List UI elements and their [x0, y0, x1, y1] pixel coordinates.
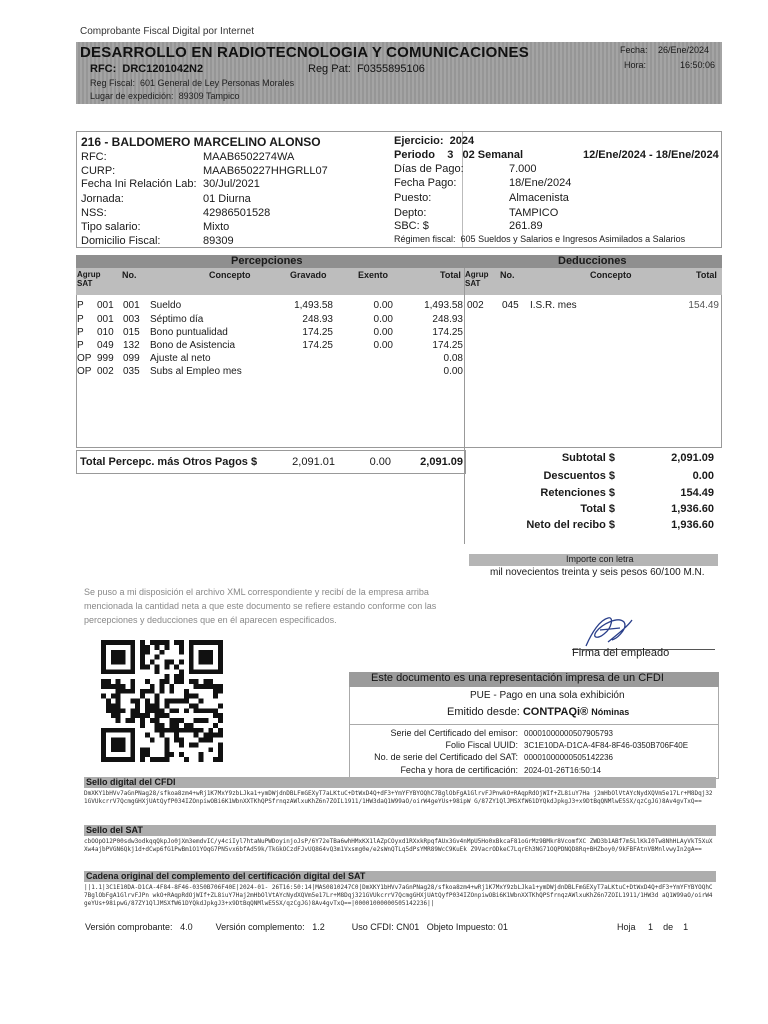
emitido-product: Nóminas [591, 707, 630, 717]
de-label: de [663, 922, 674, 932]
uso-label: Uso CFDI: [351, 922, 394, 932]
perc-row-4-exento: 0.00 [373, 340, 393, 351]
cadena-label: Cadena original del complemento del certificación digital del SAT [84, 871, 716, 882]
retenciones-value: 154.49 [680, 487, 714, 499]
lugar-expedicion [90, 91, 239, 101]
perc-row-1-tipo: P [77, 300, 84, 311]
subtotal-label: Subtotal $ [561, 452, 615, 464]
fecha-label: Fecha: [620, 45, 648, 55]
company-rfc-value: DRC1201042N2 [122, 63, 204, 75]
ded-col-agrup: Agrup SAT [465, 270, 489, 288]
employee-name: 216 - BALDOMERO MARCELINO ALONSO [81, 135, 321, 149]
depto-label: Depto: [394, 207, 427, 219]
lugar-label: Lugar de expedición: [90, 91, 174, 101]
employee-rfc-value: MAAB6502274WA [203, 151, 295, 163]
perc-row-6-tipo: OP [77, 366, 92, 377]
perc-col-agrup: Agrup SAT [77, 270, 101, 288]
perc-col-exento: Exento [358, 270, 389, 280]
version-label: Versión comprobante: [85, 922, 173, 932]
total-exento: 0.00 [369, 456, 391, 468]
ded-row-1-total: 154.49 [688, 300, 719, 311]
qr-code [101, 640, 223, 762]
complemento-label: Versión complemento: [215, 922, 305, 932]
ded-row-1-no: 045 [502, 300, 519, 311]
nss-label: NSS: [81, 207, 107, 219]
serie-sat-value: 00001000000505142236 [524, 753, 613, 762]
domicilio-label: Domicilio Fiscal: [81, 235, 161, 247]
perc-row-5-total: 0.08 [443, 353, 463, 364]
summary-divider [464, 448, 465, 544]
fecha-pago-label: Fecha Pago: [394, 177, 457, 189]
perc-row-2-sat: 001 [97, 314, 114, 325]
regfiscal-label: Reg Fiscal: [90, 78, 136, 88]
objeto-label: Objeto Impuesto: [426, 922, 496, 932]
emitido-desde [447, 706, 629, 718]
ded-col-total: Total [696, 270, 717, 280]
hoja-label: Hoja [617, 922, 636, 932]
puesto-label: Puesto: [394, 192, 432, 204]
document-type-label: Comprobante Fiscal Digital por Internet [80, 26, 254, 37]
employee-curp-label: CURP: [81, 165, 116, 177]
periodo-label: Periodo [394, 149, 435, 161]
perc-col-gravado: Gravado [290, 270, 327, 280]
sbc-label: SBC: $ [394, 220, 429, 232]
folio-value: 3C1E10DA-D1CA-4F84-8F46-0350B706F40E [524, 741, 689, 750]
perc-row-6-total: 0.00 [443, 366, 463, 377]
tipo-salario-value: Mixto [203, 221, 230, 233]
company-regpat [308, 63, 425, 75]
ejercicio-label: Ejercicio: [394, 135, 444, 147]
perc-row-5-no: 099 [123, 353, 140, 364]
periodo-value: 02 Semanal [462, 149, 524, 161]
perc-col-total: Total [440, 270, 461, 280]
fecha-ini-value: 30/Jul/2021 [203, 178, 260, 190]
importe-value: mil novecientos treinta y seis pesos 60/100 M.N. [490, 567, 705, 578]
perc-row-5-tipo: OP [77, 353, 92, 364]
emitido-label: Emitido desde: [447, 706, 520, 718]
descuentos-label: Descuentos $ [543, 470, 615, 482]
neto-label: Neto del recibo $ [526, 519, 615, 531]
total-gravado: 2,091.01 [292, 456, 335, 468]
folio-label: Folio Fiscal UUID: [445, 740, 518, 750]
perc-row-3-tipo: P [77, 327, 84, 338]
column-headers-bar [76, 268, 722, 295]
company-header [76, 42, 722, 104]
retenciones-label: Retenciones $ [540, 487, 615, 499]
perc-row-4-tipo: P [77, 340, 84, 351]
ejercicio [394, 135, 474, 147]
perc-row-2-tipo: P [77, 314, 84, 325]
employee-curp-value: MAAB650227HHGRLL07 [203, 165, 328, 177]
regimen [394, 234, 685, 244]
total-percepciones: 2,091.09 [420, 456, 463, 468]
perc-row-1-exento: 0.00 [373, 300, 393, 311]
total-percepc-label: Total Percepc. más Otros Pagos $ [80, 456, 258, 468]
xml-disclaimer: Se puso a mi disposición el archivo XML correspondiente y recibí de la empresa arriba mencionada la cantidad neta a que este documento se refiere estando conforme con las percepciones y deducciones que en él aparecen especificados. [84, 587, 437, 625]
ded-col-no: No. [500, 270, 515, 280]
perc-row-3-concepto: Bono puntualidad [150, 327, 228, 338]
perc-row-1-gravado: 1,493.58 [294, 300, 333, 311]
perc-row-6-sat: 002 [97, 366, 114, 377]
percepciones-total-box [76, 450, 466, 474]
perc-row-2-concepto: Séptimo día [150, 314, 204, 325]
employee-rfc-label: RFC: [81, 151, 107, 163]
importe-label: Importe con letra [566, 554, 634, 564]
version-value: 4.0 [180, 922, 193, 932]
jornada-label: Jornada: [81, 193, 124, 205]
perc-ded-divider [464, 268, 465, 448]
perc-row-4-gravado: 174.25 [302, 340, 333, 351]
ded-row-1-concepto: I.S.R. mes [530, 300, 577, 311]
total-label: Total $ [580, 503, 615, 515]
perc-col-concepto: Concepto [209, 270, 251, 280]
perc-row-3-sat: 010 [97, 327, 114, 338]
jornada-value: 01 Diurna [203, 193, 251, 205]
serie-emisor-value: 00001000000507905793 [524, 729, 613, 738]
periodo-num: 3 [447, 149, 454, 161]
complemento-value: 1.2 [312, 922, 325, 932]
perc-row-3-exento: 0.00 [373, 327, 393, 338]
regpat-label: Reg Pat: [308, 63, 351, 75]
company-rfc-label: RFC: [90, 63, 117, 75]
deducciones-title: Deducciones [558, 255, 627, 267]
cfdi-title-band [349, 672, 719, 687]
hoja-value: 1 [648, 922, 654, 932]
perc-row-3-gravado: 174.25 [302, 327, 333, 338]
tipo-salario-label: Tipo salario: [81, 221, 141, 233]
depto-value: TAMPICO [509, 207, 559, 219]
objeto-value: 01 [497, 922, 508, 932]
regimen-value: 605 Sueldos y Salarios e Ingresos Asimilados a Salarios [460, 234, 686, 244]
sello-sat-text: cbOOpO12P00sdw3odkqqQkpJo0jXm3emdvIC/y4ciIyl7htaNuPWDoyinjoJsP/6Y72eTBa6whHMxKX1lAZpCOyxd1RXxkRpqfAUx3Gv4nMpU5Ho0xBkcaF81oGrMz9BMkr8VcomfXC ZWD3b1ABf7m5LlKkI0Tw8NhHLAyVkT5XuXXw4ajbPVGN6Qkj1d+dCwp6fG1PwBm1O1YOqG7PN5vx6bfAd59k/TkGkOCzdFJvUQ864vQ3m1Vxsmg0e/e2sWnQTLq5dPsYMR89WcC9KuEk Z9VacrODkeC7LqrEh3NG71OQPDNQD8Rq+BHZboy0/9kFBFAtnVBMnlvwyIn2gA== [84, 838, 713, 853]
perc-row-4-sat: 049 [97, 340, 114, 351]
perc-row-2-total: 248.93 [432, 314, 463, 325]
subtotal-value: 2,091.09 [671, 452, 714, 464]
fecha-cert-value: 2024-01-26T16:50:14 [524, 766, 601, 775]
employee-info-box [76, 131, 722, 248]
emitido-brand: CONTPAQi® [522, 706, 589, 718]
sello-cfdi-text: DmXKY1bHVv7aGnPNag28/sfkoa8zm4+wRj1K7MxY9zbLJka1+ymDWjdnDBLFmGEXyT7aLKtuC+DtWxD4Q+dF3+YmYFYBYOQhC7BglObFgA1GlrvFJPnwkO+RAqpRdOjWIf+ZL8iuY7Ha j2mHbOlVtAYcNydXQVm5e17Lr+M8Dqj321GVUkcrrV7QcmgGHXjUAtQyfP034IZOnpiwOBi6K1WbnXXTKhQPSfrnqzAWlxuKhZ6n7ZOIL1911/1HW3daQ1W99aO/oirW4geYUs+98ipW G/87ZY1QlJMSXfW61DYQkdJpkgJ3+x9DtBqQNMlwE5SX/qzCgJG)8Av4gvTxQ== [84, 790, 713, 805]
company-rfc [90, 63, 203, 75]
cfdi-info-box [349, 687, 719, 724]
perc-row-1-no: 001 [123, 300, 140, 311]
perc-row-2-exento: 0.00 [373, 314, 393, 325]
domicilio-value: 89309 [203, 235, 234, 247]
descuentos-value: 0.00 [692, 470, 714, 482]
footer [85, 922, 508, 932]
perc-row-3-no: 015 [123, 327, 140, 338]
perc-row-2-gravado: 248.93 [302, 314, 333, 325]
signature-graphic [578, 612, 638, 652]
hora-value: 16:50:06 [680, 60, 716, 70]
hora-label: Hora: [624, 60, 647, 70]
nss-value: 42986501528 [203, 207, 271, 219]
fecha-cert-label: Fecha y hora de certificación: [400, 765, 518, 775]
page-indicator [617, 922, 688, 932]
sello-sat-label: Sello del SAT [84, 825, 716, 836]
firma-label: Firma del empleado [572, 647, 670, 659]
perc-row-3-total: 174.25 [432, 327, 463, 338]
dias-value: 7.000 [509, 163, 537, 175]
cfdi-title: Este documento es una representación impresa de un CFDI [371, 672, 664, 684]
company-name: DESARROLLO EN RADIOTECNOLOGIA Y COMUNICACIONES [80, 44, 529, 61]
fecha-value: 26/Ene/2024 [658, 45, 710, 55]
lugar-value: 89309 Tampico [178, 91, 240, 101]
perc-row-5-concepto: Ajuste al neto [150, 353, 211, 364]
pue-text: PUE - Pago en una sola exhibición [470, 690, 625, 701]
regpat-value: F0355895106 [356, 63, 425, 75]
perc-row-2-no: 003 [123, 314, 140, 325]
perc-row-4-no: 132 [123, 340, 140, 351]
sello-cfdi-label: Sello digital del CFDI [84, 777, 716, 788]
fecha-ini-label: Fecha Ini Relación Lab: [81, 178, 197, 190]
dias-label: Días de Pago: [394, 163, 464, 175]
perc-row-1-total: 1,493.58 [424, 300, 463, 311]
certificate-box [349, 724, 719, 779]
perc-row-6-concepto: Subs al Empleo mes [150, 366, 242, 377]
company-regfiscal [90, 78, 294, 88]
regimen-label: Régimen fiscal: [394, 234, 456, 244]
de-value: 1 [683, 922, 689, 932]
perc-row-1-sat: 001 [97, 300, 114, 311]
uso-value: CN01 [396, 922, 420, 932]
perc-row-4-concepto: Bono de Asistencia [150, 340, 236, 351]
perc-row-6-no: 035 [123, 366, 140, 377]
perc-row-4-total: 174.25 [432, 340, 463, 351]
total-value: 1,936.60 [671, 503, 714, 515]
perc-row-5-sat: 999 [97, 353, 114, 364]
fecha-pago-value: 18/Ene/2024 [509, 177, 572, 189]
sbc-value: 261.89 [509, 220, 543, 232]
neto-value: 1,936.60 [671, 519, 714, 531]
section-titles-bar [76, 255, 722, 268]
periodo [394, 149, 523, 161]
puesto-value: Almacenista [509, 192, 569, 204]
serie-sat-label: No. de serie del Certificado del SAT: [374, 752, 518, 762]
serie-emisor-label: Serie del Certificado del emisor: [390, 728, 518, 738]
perc-col-no: No. [122, 270, 137, 280]
ded-row-1-sat: 002 [467, 300, 484, 311]
cadena-text: ||1.1|3C1E10DA-D1CA-4F84-8F46-0350B706F40E|2024-01- 26T16:50:14|MAS0810247C0|DmXKY1bHVv7aGnPNag28/sfkoa8zm4+wRj1K7MxY9zbLJka1+ymDWjdnDBLFmGEXyT7aLKtuC+DtWxD4Q+dF3+YmYFYBYOQhC7BglObFgA1GlrvFJPn wkO+RAqpRdOjWIf+ZL8iuY7Haj2mHbOlVtAYcNydXQVm5e17Lr+M8Dqj321GVUkcrrV7QcmgGHXjUAtQyfP034IZOnpiwOBi6K1WbnXXTKhQPSfrnqzAWlxuKhZ6n7ZOIL1911/1HW3d aQ1W99aO/oirW4geYUs+98ipwG/87ZY1QlJMSXfW61DYQkdJpkgJ3+x9DtBqQNMlwE5SX/qzCgJG)8Av4gvTxQ==|00001000000505142236|| [84, 884, 713, 907]
perc-row-1-concepto: Sueldo [150, 300, 182, 311]
percepciones-title: Percepciones [231, 255, 303, 267]
perc-ded-body [76, 295, 722, 448]
regfiscal-value: 601 General de Ley Personas Morales [140, 78, 295, 88]
periodo-rango: 12/Ene/2024 - 18/Ene/2024 [583, 149, 719, 161]
ded-col-concepto: Concepto [590, 270, 632, 280]
ejercicio-value: 2024 [449, 135, 475, 147]
importe-band [469, 554, 718, 566]
